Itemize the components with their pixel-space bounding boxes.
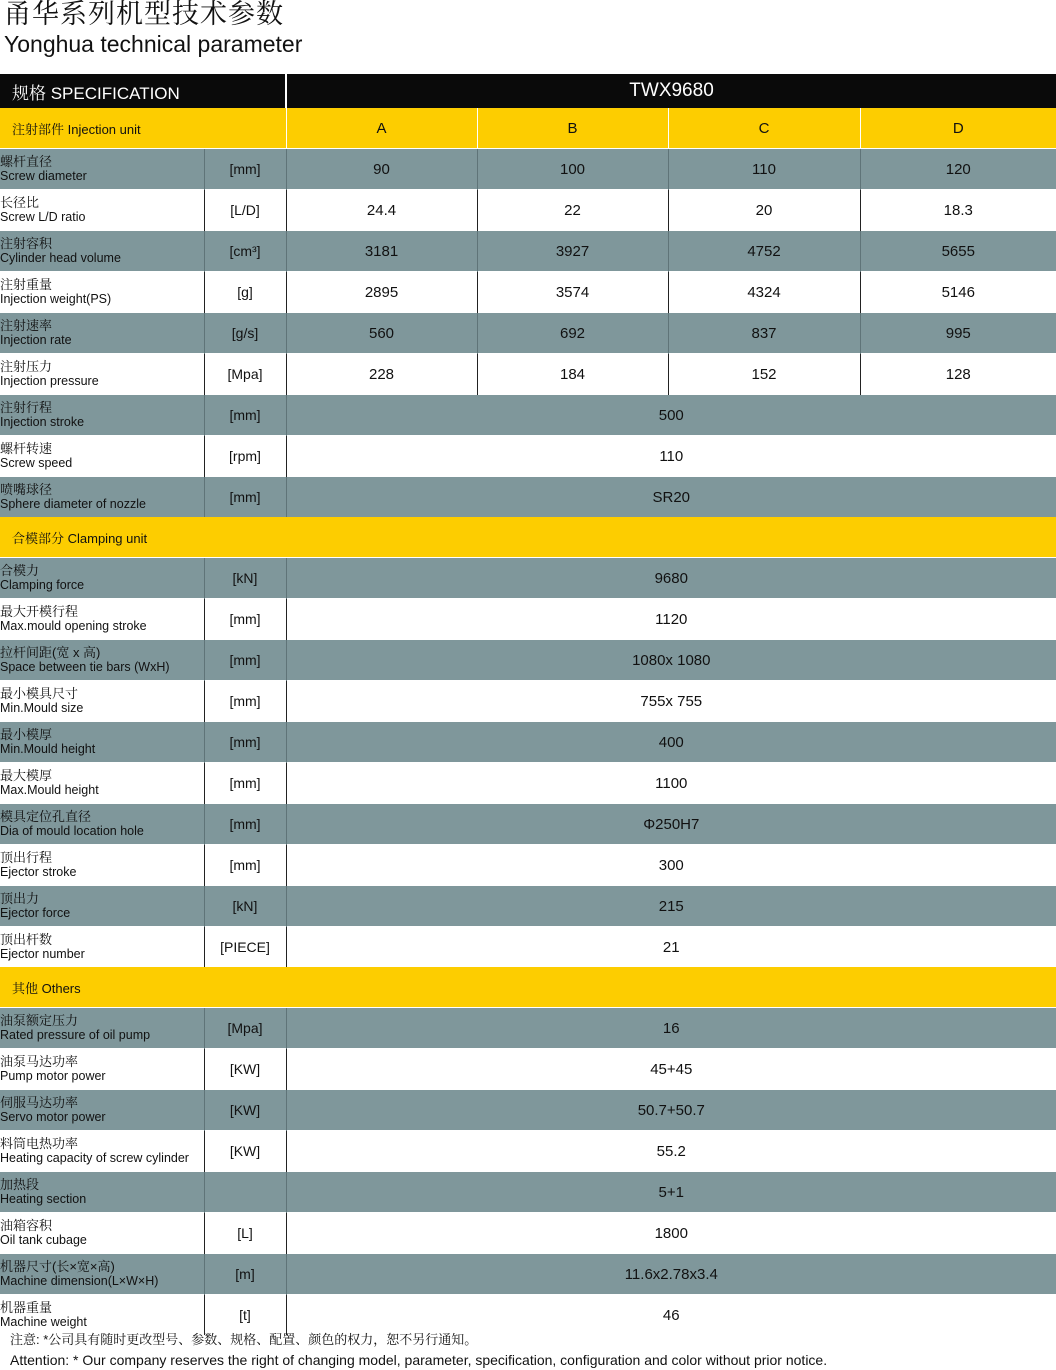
param-unit: [KW]: [204, 1090, 286, 1131]
spec-table-body: [0, 74, 1056, 1335]
param-unit: [mm]: [204, 477, 286, 518]
param-value: 120: [860, 149, 1056, 190]
param-name-en: Heating capacity of screw cylinder: [0, 1151, 189, 1165]
table-row: [0, 763, 1056, 804]
param-name-cn: 油泵马达功率: [0, 1054, 79, 1069]
param-value: 1080x 1080: [286, 640, 1056, 681]
table-row: [0, 1049, 1056, 1090]
param-unit: [mm]: [204, 763, 286, 804]
param-value: 3927: [477, 231, 668, 272]
param-name-en: Cylinder head volume: [0, 251, 121, 265]
param-value: 152: [668, 354, 860, 395]
param-name-cn: 最小模厚: [0, 727, 53, 742]
param-name-cn: 料筒电热功率: [0, 1136, 79, 1151]
param-name-cn: 注射容积: [0, 236, 53, 251]
param-value: 837: [668, 313, 860, 354]
param-name: [0, 558, 204, 599]
table-row: [0, 845, 1056, 886]
param-name-en: Screw speed: [0, 456, 73, 470]
param-name: [0, 599, 204, 640]
param-value: 22: [477, 190, 668, 231]
param-name: [0, 1049, 204, 1090]
param-value: SR20: [286, 477, 1056, 518]
param-value: 5146: [860, 272, 1056, 313]
param-value: 400: [286, 722, 1056, 763]
table-row: [0, 231, 1056, 272]
table-row: [0, 1008, 1056, 1049]
param-unit: [g/s]: [204, 313, 286, 354]
param-unit: [Mpa]: [204, 354, 286, 395]
table-row: [0, 354, 1056, 395]
table-row: [0, 190, 1056, 231]
table-row: [0, 395, 1056, 436]
param-name-en: Ejector stroke: [0, 865, 77, 879]
param-name-en: Dia of mould location hole: [0, 824, 144, 838]
param-value: 55.2: [286, 1131, 1056, 1172]
table-row: [0, 722, 1056, 763]
section-clamping: [0, 517, 1056, 558]
param-name-cn: 螺杆直径: [0, 154, 53, 169]
param-name-cn: 注射重量: [0, 277, 53, 292]
param-unit: [kN]: [204, 886, 286, 927]
param-name-cn: 顶出杆数: [0, 932, 53, 947]
param-value: 1800: [286, 1213, 1056, 1254]
section-label: 合模部分 Clamping unit: [0, 517, 1056, 558]
param-name: [0, 927, 204, 968]
param-value: 995: [860, 313, 1056, 354]
table-row: [0, 640, 1056, 681]
param-unit: [g]: [204, 272, 286, 313]
param-name: [0, 1172, 204, 1213]
param-name-en: Servo motor power: [0, 1110, 106, 1124]
param-unit: [PIECE]: [204, 927, 286, 968]
param-unit: [m]: [204, 1254, 286, 1295]
param-name: [0, 190, 204, 231]
param-name-en: Sphere diameter of nozzle: [0, 497, 146, 511]
param-value: 228: [286, 354, 477, 395]
spec-table: [0, 74, 1056, 1335]
param-unit: [mm]: [204, 149, 286, 190]
param-name: [0, 1213, 204, 1254]
param-value: 45+45: [286, 1049, 1056, 1090]
param-value: 4752: [668, 231, 860, 272]
param-name-cn: 伺服马达功率: [0, 1095, 79, 1110]
param-name: [0, 640, 204, 681]
param-name-cn: 加热段: [0, 1177, 40, 1192]
param-unit: [mm]: [204, 681, 286, 722]
param-value: 18.3: [860, 190, 1056, 231]
param-name-en: Screw diameter: [0, 169, 87, 183]
param-name-cn: 最大模厚: [0, 768, 53, 783]
param-unit: [KW]: [204, 1131, 286, 1172]
param-name: [0, 477, 204, 518]
section-others: [0, 967, 1056, 1008]
param-unit: [mm]: [204, 599, 286, 640]
table-row: [0, 599, 1056, 640]
param-name-cn: 拉杆间距(宽 x 高): [0, 645, 101, 660]
param-name: [0, 1008, 204, 1049]
param-name-cn: 注射速率: [0, 318, 53, 333]
param-value: Φ250H7: [286, 804, 1056, 845]
param-name-en: Ejector force: [0, 906, 71, 920]
column-c: C: [668, 108, 860, 149]
param-value: 5+1: [286, 1172, 1056, 1213]
table-row: [0, 1213, 1056, 1254]
param-unit: [kN]: [204, 558, 286, 599]
table-row: [0, 927, 1056, 968]
param-name-en: Heating section: [0, 1192, 87, 1206]
footnote: [10, 1330, 827, 1370]
param-name: [0, 149, 204, 190]
param-value: 16: [286, 1008, 1056, 1049]
param-value: 3574: [477, 272, 668, 313]
param-name-en: Injection stroke: [0, 415, 85, 429]
param-name: [0, 681, 204, 722]
model-name: TWX9680: [286, 74, 1056, 108]
param-name: [0, 436, 204, 477]
param-unit: [Mpa]: [204, 1008, 286, 1049]
param-name-en: Injection weight(PS): [0, 292, 112, 306]
param-value: 215: [286, 886, 1056, 927]
param-name: [0, 1090, 204, 1131]
param-name-en: Machine dimension(L×W×H): [0, 1274, 159, 1288]
param-value: 110: [286, 436, 1056, 477]
param-name-en: Machine weight: [0, 1315, 87, 1329]
param-name-en: Pump motor power: [0, 1069, 106, 1083]
table-row: [0, 272, 1056, 313]
param-name-cn: 螺杆转速: [0, 441, 53, 456]
param-name: [0, 1254, 204, 1295]
param-value: 755x 755: [286, 681, 1056, 722]
param-name: [0, 272, 204, 313]
param-name-en: Injection pressure: [0, 374, 99, 388]
param-value: 692: [477, 313, 668, 354]
param-name-en: Min.Mould height: [0, 742, 96, 756]
param-unit: [t]: [204, 1295, 286, 1336]
table-row: [0, 681, 1056, 722]
table-row: [0, 886, 1056, 927]
param-name-cn: 模具定位孔直径: [0, 809, 92, 824]
param-value: 50.7+50.7: [286, 1090, 1056, 1131]
param-unit: [mm]: [204, 804, 286, 845]
param-value: 4324: [668, 272, 860, 313]
table-row: [0, 149, 1056, 190]
param-value: 1120: [286, 599, 1056, 640]
param-name-cn: 合模力: [0, 563, 40, 578]
param-value: 560: [286, 313, 477, 354]
param-value: 46: [286, 1295, 1056, 1336]
section-injection: [0, 108, 1056, 149]
param-value: 9680: [286, 558, 1056, 599]
table-row: [0, 1254, 1056, 1295]
param-name: [0, 804, 204, 845]
table-row: [0, 477, 1056, 518]
param-name-cn: 注射行程: [0, 400, 53, 415]
param-name-cn: 喷嘴球径: [0, 482, 53, 497]
param-value: 11.6x2.78x3.4: [286, 1254, 1056, 1295]
param-name-en: Ejector number: [0, 947, 85, 961]
param-name: [0, 1295, 204, 1336]
param-value: 3181: [286, 231, 477, 272]
param-value: 5655: [860, 231, 1056, 272]
param-unit: [mm]: [204, 722, 286, 763]
param-value: 184: [477, 354, 668, 395]
param-value: 90: [286, 149, 477, 190]
footnote-cn: 注意: *公司具有随时更改型号、参数、规格、配置、颜色的权力，恕不另行通知。: [10, 1332, 478, 1347]
param-value: 100: [477, 149, 668, 190]
param-name-cn: 最小模具尺寸: [0, 686, 79, 701]
param-name-en: Injection rate: [0, 333, 72, 347]
param-value: 2895: [286, 272, 477, 313]
param-name-cn: 长径比: [0, 195, 40, 210]
table-row: [0, 1090, 1056, 1131]
param-value: 110: [668, 149, 860, 190]
param-unit: [mm]: [204, 640, 286, 681]
param-name-en: Oil tank cubage: [0, 1233, 87, 1247]
param-name-en: Max.mould opening stroke: [0, 619, 147, 633]
param-name: [0, 354, 204, 395]
param-name-en: Space between tie bars (WxH): [0, 660, 170, 674]
footnote-en: Attention: * Our company reserves the right of changing model, parameter, specification, configuration and color without prior notice.: [10, 1352, 828, 1368]
table-row: [0, 1172, 1056, 1213]
param-unit: [mm]: [204, 395, 286, 436]
param-unit: [mm]: [204, 845, 286, 886]
table-header-row: [0, 74, 1056, 108]
param-unit: [L]: [204, 1213, 286, 1254]
page-title-cn: 甬华系列机型技术参数: [4, 0, 284, 30]
param-name-cn: 机器重量: [0, 1300, 53, 1315]
param-unit: [L/D]: [204, 190, 286, 231]
param-name-cn: 顶出力: [0, 891, 40, 906]
param-name-cn: 最大开模行程: [0, 604, 79, 619]
column-a: A: [286, 108, 477, 149]
spec-label: 规格 SPECIFICATION: [0, 74, 286, 108]
param-name-en: Min.Mould size: [0, 701, 84, 715]
page-title-en: Yonghua technical parameter: [4, 31, 303, 57]
param-name: [0, 722, 204, 763]
table-row: [0, 1131, 1056, 1172]
param-name-cn: 机器尺寸(长×宽×高): [0, 1259, 115, 1274]
param-name-cn: 油箱容积: [0, 1218, 53, 1233]
param-unit: [cm³]: [204, 231, 286, 272]
param-name: [0, 395, 204, 436]
table-row: [0, 558, 1056, 599]
param-name-en: Clamping force: [0, 578, 85, 592]
param-name-en: Max.Mould height: [0, 783, 99, 797]
param-name: [0, 886, 204, 927]
section-label: 其他 Others: [0, 967, 1056, 1008]
param-name-en: Rated pressure of oil pump: [0, 1028, 151, 1042]
param-unit: [204, 1172, 286, 1213]
param-name: [0, 313, 204, 354]
param-name-en: Screw L/D ratio: [0, 210, 86, 224]
table-row: [0, 804, 1056, 845]
param-name: [0, 231, 204, 272]
param-name: [0, 845, 204, 886]
param-value: 1100: [286, 763, 1056, 804]
column-b: B: [477, 108, 668, 149]
param-unit: [KW]: [204, 1049, 286, 1090]
param-value: 128: [860, 354, 1056, 395]
table-row: [0, 313, 1056, 354]
param-name-cn: 顶出行程: [0, 850, 53, 865]
param-value: 500: [286, 395, 1056, 436]
param-name-cn: 注射压力: [0, 359, 53, 374]
table-row: [0, 436, 1056, 477]
param-unit: [rpm]: [204, 436, 286, 477]
param-value: 300: [286, 845, 1056, 886]
param-value: 20: [668, 190, 860, 231]
table-row: [0, 1295, 1056, 1336]
param-name: [0, 763, 204, 804]
param-value: 24.4: [286, 190, 477, 231]
param-name: [0, 1131, 204, 1172]
column-d: D: [860, 108, 1056, 149]
param-name-cn: 油泵额定压力: [0, 1013, 79, 1028]
param-value: 21: [286, 927, 1056, 968]
section-label: 注射部件 Injection unit: [0, 108, 286, 149]
